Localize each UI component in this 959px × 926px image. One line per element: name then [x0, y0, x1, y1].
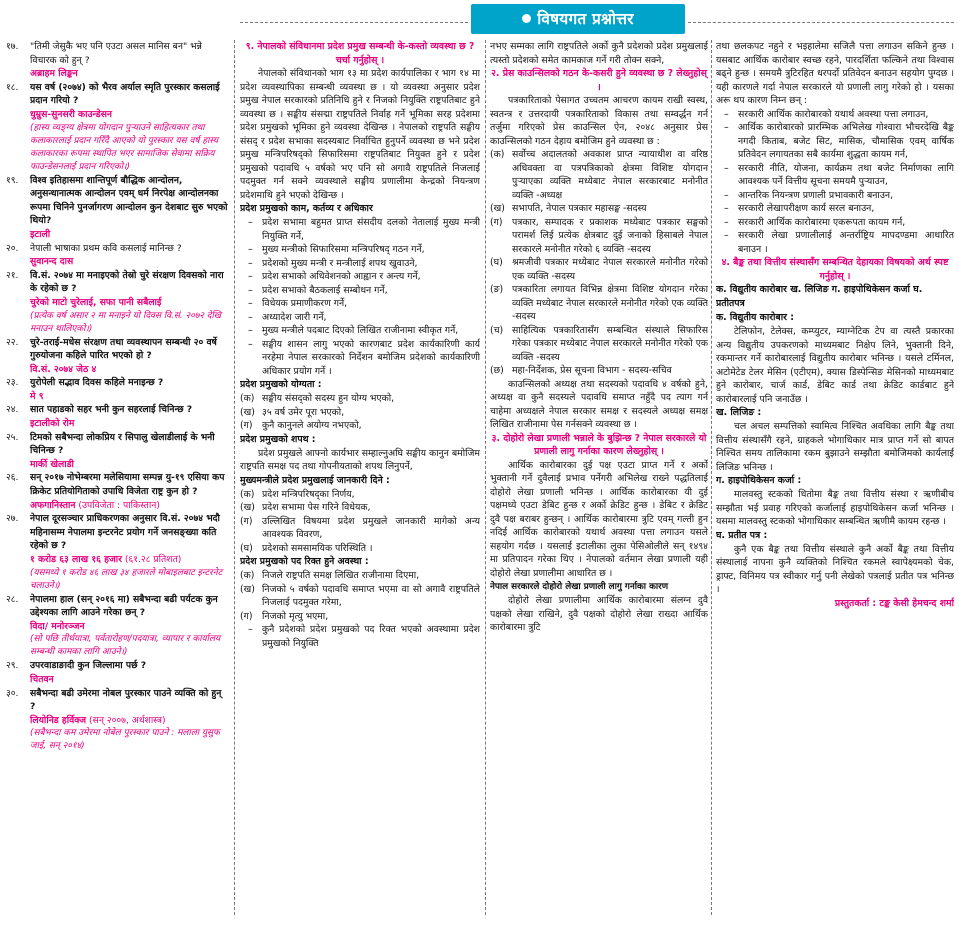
paragraph: प्रदेश प्रमुखले आफ्नो कार्यभार सम्हाल्नुअघि सङ्घीय कानुन बमोजिम राष्ट्रपति समक्ष पद तथा गोपनीयताको शपथ लिनुपर्ने, — [240, 447, 480, 472]
qualification-list — [240, 392, 480, 433]
quiz-list — [6, 40, 228, 753]
list-item — [240, 284, 480, 298]
list-item-text: निजको ५ वर्षको पदावधि समाप्त भएमा वा सो अगावै राष्ट्रपतिले निजलाई पदमुक्त गरेमा, — [262, 583, 480, 608]
quiz-answer — [6, 390, 228, 404]
answer-text: विदा/ मनोरञ्जन — [30, 620, 85, 632]
list-item-text: प्रदेश सभामा पेस गरिने विधेयक, — [262, 502, 371, 513]
answer-text: मे ९ — [30, 390, 44, 402]
column-quiz — [6, 40, 228, 920]
bullet-dash-icon: – — [248, 271, 253, 282]
list-item-text: प्रदेश सभाको बैठकलाई सम्बोधन गर्ने, — [262, 284, 388, 296]
list-item — [490, 324, 708, 365]
list-marker: (ख) — [490, 203, 505, 214]
question-text: वि.सं. २०७४ मा मनाइएको तेस्रो चुरे संरक्षण दिवसको नारा के रहेको छ ? — [30, 269, 224, 295]
quiz-answer — [6, 620, 228, 634]
duties-list — [240, 216, 480, 378]
question-number: २४. — [6, 404, 19, 416]
question-text: युरोपेली सद्भाव दिवस कहिले मनाइन्छ ? — [30, 377, 164, 389]
list-item — [490, 216, 708, 257]
list-item — [240, 488, 480, 502]
question-heading: ३. दोहोरो लेखा प्रणाली भन्नाले के बुझिन्छ ? नेपाल सरकारले यो प्रणाली लागु गर्नाका कारण लेख्नुहोस् । — [491, 432, 707, 457]
question-number: २१. — [6, 269, 19, 281]
bullet-dot-icon — [522, 14, 531, 23]
bullet-dash-icon: – — [248, 311, 253, 323]
question-text: सात पहाडको सहर भनी कुन सहरलाई चिनिन्छ ? — [30, 404, 193, 416]
question-number: १९. — [6, 174, 19, 186]
question-number: २५. — [6, 431, 19, 443]
list-item — [490, 256, 708, 283]
column-divider-1 — [234, 40, 235, 915]
quiz-answer — [6, 296, 228, 310]
subheading: प्रदेश प्रमुखको काम, कर्तव्य र अधिकार — [240, 203, 373, 214]
quiz-question — [6, 471, 228, 498]
list-marker: (ग) — [240, 610, 253, 622]
banner-title: विषयगत प्रश्नोत्तर — [537, 10, 634, 28]
list-marker: (ख) — [240, 583, 255, 595]
list-item-text: श्रमजीवी पत्रकार मध्येबाट नेपाल सरकारले मनोनीत गरेको एक व्यक्ति -सदस्य — [512, 257, 708, 282]
list-item-text: सभापति, नेपाल पत्रकार महासङ्घ -सदस्य — [512, 203, 647, 214]
question-number: ३०. — [6, 687, 19, 699]
list-item — [240, 324, 480, 338]
quiz-answer — [6, 714, 228, 728]
answer-text: १ करोड ६३ लाख १६ हजार — [30, 554, 122, 565]
quiz-question — [6, 512, 228, 553]
paragraph: दोहोरो लेखा प्रणालीमा आर्थिक कारोबारमा संलग्न दुवै पक्षको लेखा राखिने, दुवै पक्षको दोहोरो लेखा राख्दा आर्थिक कारोबारमा त्रुटि — [490, 595, 708, 633]
bullet-dash-icon: – — [248, 298, 253, 309]
paragraph: तथा छलकपट नहुने र भइहालेमा सजिलै पत्ता लगाउन सकिने हुन्छ । यसबाट आर्थिक कारोबार स्वच्छ रहने, पारदर्शिता फल्किने तथा विश्वास बढ्ने हुन्छ । समयमै त्रुटिरहित धरपर्दो प्रतिवेदन बनाउन सहयोग पुग्दछ । यही कारणले गर्दा नेपाल सरकारले यो प्रणाली लागु गरेको हो । यसका अरू थप कारण निम्न छन् : — [716, 41, 954, 106]
question-text: नेपाली भाषाका प्रथम कवि कसलाई मानिन्छ ? — [30, 242, 182, 254]
list-marker: (क) — [240, 393, 255, 404]
list-item — [716, 108, 954, 122]
quiz-question — [6, 242, 228, 256]
answer-text: वि.सं. २०७४ जेठ ४ — [30, 363, 97, 375]
subheading: प्रदेश प्रमुखको योग्यता : — [240, 379, 322, 390]
list-item — [240, 216, 480, 243]
question-text: चुरे-तराई-मधेस संरक्षण तथा व्यवस्थापन सम्बन्धी २० वर्षे गुरुयोजना कहिले पारित भएको हो ? — [30, 336, 217, 362]
list-item-text: मुख्य मन्त्रीको सिफारिसमा मन्त्रिपरिषद् गठन गर्ने, — [262, 244, 425, 255]
list-item — [716, 202, 954, 216]
answer-text: इटाली — [30, 228, 51, 240]
quiz-question — [6, 40, 228, 67]
column-accounting — [716, 40, 954, 920]
list-item-text: कुनै कानुनले अयोग्य नभएको, — [262, 420, 362, 431]
answer-text: चितवन — [30, 673, 54, 685]
answer-text: अफगानिस्तान — [30, 499, 76, 511]
list-item-text: प्रदेश सभाको अधिवेशनको आह्वान र अन्त्य गर्ने, — [262, 271, 421, 282]
question-text: "तिमी जेसुकै भए पनि एउटा असल मानिस बन" भन्ने विचारक को हुन् ? — [30, 41, 202, 66]
list-item-text: पत्रकारिता लगायत विभिन्न क्षेत्रमा विशिष्ट योगदान गरेका व्यक्ति मध्येबाट नेपाल सरकारले मनोनीत गरेको एक व्यक्ति -सदस्य — [512, 284, 708, 322]
list-item-text: सरकारी आर्थिक कारोबारको यथार्थ अवस्था पत्ता लगाउन, — [738, 108, 929, 120]
list-item — [240, 243, 480, 257]
list-marker: (क) — [240, 488, 255, 500]
list-item — [240, 515, 480, 542]
bullet-dash-icon: – — [724, 203, 729, 214]
paragraph: कुनै एक बैङ्क तथा वित्तीय संस्थाले कुनै अर्को बैङ्क तथा वित्तीय संस्थालाई नापना कुनै व्यक्तिको निश्चित रकमले स्वापेक्ष्यमको चेक, ड्राफ्ट, विनिमय पत्र स्वीकार गर्नु पनी लेखेको पत्रलाई प्रतीत पत्र भनिन्छ । — [716, 543, 954, 595]
answer-note: (हास्य व्यङ्ग्य क्षेत्रमा योगदान पुऱ्याउने साहित्यकार तथा कलाकारलाई प्रदान गरिँदै आएको यो पुरस्कार यस वर्ष हास्य कलाकारका रूपमा स्थापित भएर सामाजिक सेवामा सक्रिय फाउन्डेसनलाई प्रदान गरिएको।) — [30, 122, 218, 172]
subheading: ग. हाइपोथिकेसन कर्जा : — [716, 475, 802, 486]
list-item-text: प्रदेशको मुख्य मन्त्री र मन्त्रीलाई शपथ खुवाउने, — [262, 257, 418, 269]
list-item — [716, 189, 954, 203]
list-item — [716, 229, 954, 256]
column-provincial-head — [240, 40, 480, 920]
list-marker: (ख) — [240, 406, 255, 418]
list-item — [490, 148, 708, 202]
question-text: नेपाल दूरसञ्चार प्राधिकरणका अनुसार वि.सं. २०७४ भदौ महिनासम्म नेपालमा इन्टरनेट प्रयोग गर्ने जनसङ्ख्या कति रहेको छ ? — [30, 513, 220, 552]
list-item — [240, 257, 480, 271]
bullet-dash-icon: – — [248, 338, 253, 350]
info-list — [240, 488, 480, 556]
quiz-question — [6, 659, 228, 673]
list-marker: (क) — [240, 570, 255, 581]
quiz-question — [6, 269, 228, 296]
quiz-question — [6, 431, 228, 458]
bullet-dash-icon: – — [724, 230, 729, 241]
quiz-answer — [6, 553, 228, 567]
question-text: टिमको सबैभन्दा लोकप्रिय र सिपालु खेलाडीलाई के भनी चिनिन्छ ? — [30, 431, 215, 457]
list-marker: (छ) — [490, 365, 504, 376]
list-marker: (क) — [490, 149, 505, 160]
quiz-question — [6, 336, 228, 363]
list-item-text: सरकारी आर्थिक कारोबारमा एकरूपता कायम गर्न, — [738, 216, 906, 228]
question-text: नेपालमा हाल (सन् २०१६ मा) सबैभन्दा बढी पर्यटक कुन उद्देश्यका लागि आउने गरेका छन् ? — [30, 593, 218, 619]
question-text: उपरवाडाङादी कुन जिल्लामा पर्छ ? — [30, 660, 147, 672]
list-item-text: आन्तरिक नियन्त्रण प्रणाली प्रभावकारी बनाउन, — [738, 189, 894, 201]
list-item — [240, 392, 480, 406]
vacancy-list — [240, 569, 480, 623]
list-item — [716, 216, 954, 230]
list-item — [490, 283, 708, 324]
author-credit: प्रस्तुतकर्ता : टङ्क केसी हेमचन्द शर्मा — [834, 597, 954, 609]
paragraph: नभए सम्मका लागि राष्ट्रपतिले अर्को कुनै प्रदेशको प्रदेश प्रमुखलाई त्यस्तो प्रदेशको समेत कामकाज गर्ने गरी तोक्न सक्ने, — [490, 41, 708, 66]
list-marker: (ख) — [240, 502, 255, 513]
question-heading: २. प्रेस काउन्सिलको गठन के-कसरी हुने व्यवस्था छ ? लेख्नुहोस् । — [491, 68, 707, 93]
list-item — [490, 202, 708, 216]
list-item — [490, 364, 708, 378]
list-item-text: सरकारी लेखा प्रणालीलाई अन्तर्राष्ट्रिय मापदण्डमा आधारित बनाउन । — [738, 230, 954, 255]
subheading: क. विद्युतीय कारोबार ख. लिजिङ ग. हाइपोथिकेसन कर्जा घ. प्रतीतपत्र — [716, 284, 923, 309]
question-number: २०. — [6, 242, 19, 254]
list-item — [240, 583, 480, 610]
quiz-question — [6, 593, 228, 620]
list-marker: (ग) — [490, 216, 503, 228]
column-press-council — [490, 40, 708, 920]
answer-text: मार्की खेलाडी — [30, 458, 74, 470]
answer-note: (यसमध्ये १ करोड ४६ लाख ३४ हजारले मोबाइलबाट इन्टरनेट चलाउने।) — [30, 567, 223, 591]
column-divider-2 — [485, 40, 486, 915]
quiz-answer — [6, 363, 228, 377]
question-number: २३. — [6, 377, 19, 389]
list-item-text: पत्रकार, सम्पादक र प्रकाशक मध्येबाट पत्रकार सङ्घको परामर्श लिई प्रत्येक क्षेत्रबाट दुई जनाको हिसाबले नेपाल सरकारले मनोनीत गरेको ६ व्यक्ति -सदस्य — [512, 216, 708, 255]
top-rule-left — [240, 22, 468, 23]
list-item-text: निजको मृत्यु भएमा, — [262, 610, 329, 622]
list-item — [240, 270, 480, 284]
paragraph: काउन्सिलको अध्यक्ष तथा सदस्यको पदावधि ४ वर्षको हुने, अध्यक्ष वा कुनै सदस्यले पदावधि समाप्त नहुँदै पद त्याग गर्न चाहेमा अध्यक्षले नेपाल सरकार समक्ष र सदस्यले अध्यक्ष समक्ष लिखित राजीनामा पेस गर्नसक्ने व्यवस्था छ । — [490, 378, 708, 430]
bullet-dash-icon: – — [248, 217, 253, 228]
answer-text: धुम्रुस-सुनसरी काउन्डेसन — [30, 108, 113, 120]
list-item — [240, 610, 480, 624]
list-item-text: अध्यादेश जारी गर्ने, — [262, 311, 327, 323]
list-item-text: प्रदेश सभामा बहुमत प्राप्त संसदीय दलको नेतालाई मुख्य मन्त्री नियुक्ति गर्ने, — [262, 217, 480, 242]
column-divider-3 — [711, 40, 712, 915]
question-number: २९. — [6, 660, 19, 672]
bullet-dash-icon: – — [724, 162, 729, 174]
answer-extra: (६१.२८ प्रतिशत) — [121, 554, 182, 565]
paragraph: नेपालको संविधानको भाग १३ मा प्रदेश कार्यपालिका र भाग १४ मा प्रदेश व्यवस्थापिका सम्बन्धी व्यवस्था छ । यो व्यवस्था अनुसार प्रदेश प्रमुख नेपाल सरकारको प्रतिनिधि हुने र निजको नियुक्ति राष्ट्रपतिबाट हुने व्यवस्था छ । सङ्घीय संसद्मा राष्ट्रपतिले निर्वाह गर्ने भूमिका सरह प्रदेशमा प्रदेश प्रमुखको भूमिका हुने व्यवस्था देखिन्छ । नेपालको राष्ट्रपति सङ्घीय संसद् र प्रदेश सभाका सदस्यबाट निर्वाचित हुनुपर्ने व्यवस्था छ भने प्रदेश प्रमुख मन्त्रिपरिषद्को सिफारिसमा राष्ट्रपतिबाट नियुक्त हुने र प्रदेश प्रमुखको पदावधि ५ वर्षको भए पनि सो अगावै राष्ट्रपतिले निजलाई पदमुक्त गर्न सक्ने व्यवस्थाले सङ्घीय प्रणालीमा केन्द्रको नियन्त्रण प्रदेशमाथि हुने भएको देखिन्छ । — [240, 68, 480, 201]
question-number: २७. — [6, 513, 19, 525]
subheading: मुख्यमन्त्रीले प्रदेश प्रमुखलाई जानकारी दिने : — [240, 474, 390, 486]
bullet-dash-icon: – — [724, 122, 729, 133]
question-number: २२. — [6, 336, 19, 348]
question-heading: ९. नेपालको संविधानमा प्रदेश प्रमुख सम्बन्धी के-कस्तो व्यवस्था छ ? चर्चा गर्नुहोस् । — [245, 41, 475, 66]
subheading: ख. लिजिङ : — [716, 407, 762, 418]
list-item-text: उल्लिखित विषयमा प्रदेश प्रमुखले जानकारी मागेको अन्य आवश्यक विवरण, — [262, 515, 480, 540]
question-text: यस वर्ष (२०७४) को भैरव अर्याल स्मृति पुरस्कार कसलाई प्रदान गरियो ? — [30, 81, 220, 107]
list-item — [240, 406, 480, 420]
quiz-question — [6, 174, 228, 228]
list-item-text: मुख्य मन्त्रीले पदबाट दिएको लिखित राजीनामा स्वीकृत गर्ने, — [262, 325, 459, 336]
question-number: १७. — [6, 41, 19, 52]
reasons-list — [716, 108, 954, 257]
question-heading: ४. बैङ्क तथा वित्तीय संस्थासँग सम्बन्धित देहायका विषयको अर्थ स्पष्ट गर्नुहोस् । — [721, 257, 949, 282]
question-number: १८. — [6, 81, 19, 93]
list-item — [240, 338, 480, 379]
answer-note: (प्रत्येक वर्ष असार २ मा मनाइने यो दिवस वि.सं. २०७२ देखि मनाउन थालिएको।) — [30, 310, 222, 334]
answer-note: (सो पछि तीर्थयात्रा, पर्वतारोहण/पदयात्रा, व्यापार र कार्यालय सम्बन्धी कामका लागि आउने।) — [30, 634, 221, 658]
list-marker: (च) — [490, 324, 504, 336]
subheading: घ. प्रतीत पत्र : — [716, 529, 768, 541]
list-item-text: सर्वोच्च अदालतको अवकाश प्राप्त न्यायाधीश वा वरिष्ठ अधिवक्ता वा पत्रपत्रिकाको क्षेत्रमा विशिष्ट योगदान पुऱ्याएका व्यक्ति मध्येबाट नेपाल सरकारबाट मनोनीत व्यक्ति -अध्यक्ष — [512, 149, 708, 201]
quiz-answer — [6, 673, 228, 687]
council-list — [490, 148, 708, 378]
section-banner — [471, 4, 685, 34]
paragraph: पत्रकारिताको पेसागत उच्चतम आचरण कायम राखी स्वस्थ, स्वतन्त्र र उत्तरदायी पत्रकारिताको विकास तथा सम्वर्द्धन गर्न तर्जुमा गरिएको प्रेस काउन्सिल ऐन, २०४८ अनुसार प्रेस काउन्सिलको गठन देहाय बमोजिम हुने व्यवस्था छ : — [490, 95, 708, 147]
bullet-dash-icon: – — [248, 257, 253, 269]
list-item — [716, 162, 954, 189]
list-item-text: प्रदेश मन्त्रिपरिषद्का निर्णय, — [262, 488, 355, 500]
subheading: नेपाल सरकारले दोहोरो लेखा प्रणाली लागु गर्नाका कारण — [490, 582, 669, 592]
bullet-dash-icon: – — [248, 325, 253, 336]
paragraph: मालवस्तु स्टकको धितोमा बैङ्क तथा वित्तीय संस्था र ऋणीबीच सम्झौता भई प्रवाह गरिएको कर्जालाई हाइपोथिकेसन कर्जा भनिन्छ । यसमा मालवस्तु स्टकको भोगाधिकार सम्बन्धित ऋणीमै कायम रहन्छ । — [716, 489, 954, 527]
list-item — [240, 311, 480, 325]
list-item — [240, 501, 480, 515]
subheading: प्रदेश प्रमुखको पद रिक्त हुने अवस्था : — [240, 556, 369, 567]
answer-note: (सबैभन्दा कम उमेरमा नोबेल पुरस्कार पाउने : मलाला युसुफ जाई, सन् २०१४) — [30, 728, 220, 752]
list-item-text: सङ्घीय शासन लागु भएको कारणबाट प्रदेश कार्यकारिणी कार्य नरहेमा नेपाल सरकारको निर्देशन बमोजिम प्रदेशको कार्यकारिणी अधिकार प्रयोग गर्ने । — [262, 338, 480, 377]
list-item — [240, 297, 480, 311]
bullet-dash-icon: – — [724, 189, 729, 201]
list-item — [240, 569, 480, 583]
list-item-text: विधेयक प्रमाणीकरण गर्ने, — [262, 298, 348, 309]
list-item-text: ३५ वर्ष उमेर पूरा भएको, — [262, 406, 345, 418]
quiz-answer — [6, 67, 228, 81]
paragraph: टेलिफोन, टेलेक्स, कम्प्युटर, म्याग्नेटिक टेप वा त्यस्तै प्रकारका अन्य विद्युतीय उपकरणको माध्यमबाट निक्षेप लिने, भुक्तानी दिने, रकमान्तर गर्ने कारोबारलाई विद्युतीय कारोबार भनिन्छ । यसले टर्मिनल, अटोमेटेड टेलर मेसिन (एटीएम), क्यास डिस्पेन्सिङ मेसिनको माध्यमबाट हुने कारोबार, चार्ज कार्ड, डेबिट कार्ड तथा क्रेडिट कार्डबाट हुने कारोबारलाई पनि जनाउँछ । — [716, 326, 954, 405]
answer-text: सुवानन्द दास — [30, 256, 74, 268]
list-marker: (ग) — [240, 515, 253, 527]
quiz-answer — [6, 458, 228, 472]
paragraph: चल अचल सम्पत्तिको स्वामित्व निश्चित अवधिका लागि बैङ्क तथा वित्तीय संस्थासँगै रहने, ग्राहकले भोगाधिकार मात्र प्राप्त गर्ने सो बापत निश्चित समय तालिकामा रकम बुझाउने सम्झौता बमोजिमको कार्यलाई लिजिङ भनिन्छ । — [716, 421, 954, 473]
bullet-dash-icon: – — [724, 216, 729, 228]
question-number: २६. — [6, 472, 19, 484]
quiz-question — [6, 376, 228, 390]
list-marker: (घ) — [490, 257, 503, 268]
answer-text: लियोनिड हर्विक्ज — [30, 714, 87, 726]
bullet-dash-icon: – — [724, 108, 729, 120]
subheading: क. विद्युतीय कारोबार : — [716, 312, 794, 323]
quiz-answer — [6, 417, 228, 431]
bullet-dash-icon: – — [248, 284, 253, 296]
subheading: प्रदेश प्रमुखको शपथ : — [240, 433, 316, 445]
quiz-answer — [6, 255, 228, 269]
list-item: – कुनै प्रदेशको प्रदेश प्रमुखको पद रिक्त भएको अवस्थामा प्रदेश प्रमुखको नियुक्ति — [248, 624, 480, 649]
question-text: सबैभन्दा बढी उमेरमा नोबल पुरस्कार पाउने व्यक्ति को हुन् ? — [30, 687, 222, 713]
question-number: २८. — [6, 593, 19, 605]
answer-extra: (सन् २००७, अर्थशास्त्र) — [86, 714, 166, 726]
quiz-question — [6, 687, 228, 714]
list-item — [716, 121, 954, 162]
list-item-text: साहित्यिक पत्रकारितासँग सम्बन्धित संस्थाले सिफारिस गरेका पत्रकार मध्येबाट नेपाल सरकारले मनोनीत गरेको एक व्यक्ति -सदस्य — [512, 324, 708, 363]
bullet-dash-icon: – — [248, 244, 253, 255]
list-item-text: महा-निर्देशक, प्रेस सूचना विभाग - सदस्य-सचिव — [512, 365, 672, 376]
list-item-text: आर्थिक कारोबारको प्रारम्भिक अभिलेख गोश्वारा भौचरदेखि बैङ्क नगदी किताब, बजेट सिट, मासिक, चौमासिक एवम् वार्षिक प्रतिवेदन लगायतका सबै कार्यमा शुद्धता कायम गर्न, — [738, 122, 954, 160]
list-item-text: प्रदेशको समसामयिक परिस्थिति । — [262, 542, 373, 554]
answer-text: अब्राहम लिङ्कन — [30, 68, 78, 80]
quiz-question — [6, 403, 228, 417]
list-marker: (ग) — [240, 420, 253, 431]
quiz-question — [6, 81, 228, 108]
paragraph: आर्थिक कारोबारका दुई पक्ष एउटा प्राप्त गर्ने र अर्को भुक्तानी गर्ने दुवैलाई प्रभाव पर्नेगरी अभिलेख राख्ने पद्धतिलाई दोहोरो लेखा प्रणाली भनिन्छ । आर्थिक कारोबारका यी दुई पक्षमध्ये एउटा डेबिट हुन्छ र अर्को क्रेडिट हुन्छ । डेबिट र क्रेडिट दुवै पक्ष बराबर हुन्छन् । आर्थिक कारोबारमा त्रुटि एवम् गल्ती हुन नदिई आर्थिक कारोबारको यथार्थ अवस्था पत्ता लगाउन यसले सहयोग गर्दछ । यसलाई इटालीका लुका पेसिओलीले सन् १४९४ मा प्रतिपादन गरेका थिए । नेपालको वर्तमान लेखा प्रणाली यही दोहोरो लेखा प्रणालीमा आधारित छ । — [490, 459, 708, 579]
question-text: सन् २०१७ नोभेम्बरमा मलेसियामा सम्पन्न यु-१९ एसिया कप क्रिकेट प्रतियोगिताको उपाधि विजेता राष्ट्र कुन हो ? — [30, 472, 225, 498]
list-marker: (ङ) — [490, 284, 504, 295]
list-marker: (घ) — [240, 542, 253, 554]
question-text: विश्व इतिहासमा शान्तिपूर्ण बौद्धिक आन्दोलन, अनुसन्धानात्मक आन्दोलन एवम् धर्म निरपेक्ष आन्दोलनका रूपमा चिनिने पुनर्जागरण आन्दोलन कुन देशबाट सुरु भएको थियो? — [30, 174, 228, 227]
list-item-text: सरकारी नीति, योजना, कार्यक्रम तथा बजेट निर्माणका लागि आवश्यक पर्ने वित्तीय सूचना समयमै पुऱ्याउन, — [738, 162, 954, 187]
answer-text: चुरेको माटो चुरेलाई, सफा पानी सबैलाई — [30, 296, 162, 308]
answer-text: इटालीको रोम — [30, 418, 75, 430]
list-item-text: सरकारी लेखापरीक्षण कार्य सरल बनाउन, — [738, 203, 875, 214]
quiz-answer — [6, 499, 228, 513]
answer-extra: (उपविजेता : पाकिस्तान) — [75, 499, 160, 511]
quiz-answer — [6, 108, 228, 122]
list-item — [240, 419, 480, 433]
list-item-text: सङ्घीय संसद्को सदस्य हुन योग्य भएको, — [262, 393, 395, 404]
list-item — [240, 542, 480, 556]
top-rule-right — [688, 22, 954, 23]
list-item-text: निजले राष्ट्रपति समक्ष लिखित राजीनामा दिएमा, — [262, 570, 420, 581]
quiz-answer — [6, 228, 228, 242]
